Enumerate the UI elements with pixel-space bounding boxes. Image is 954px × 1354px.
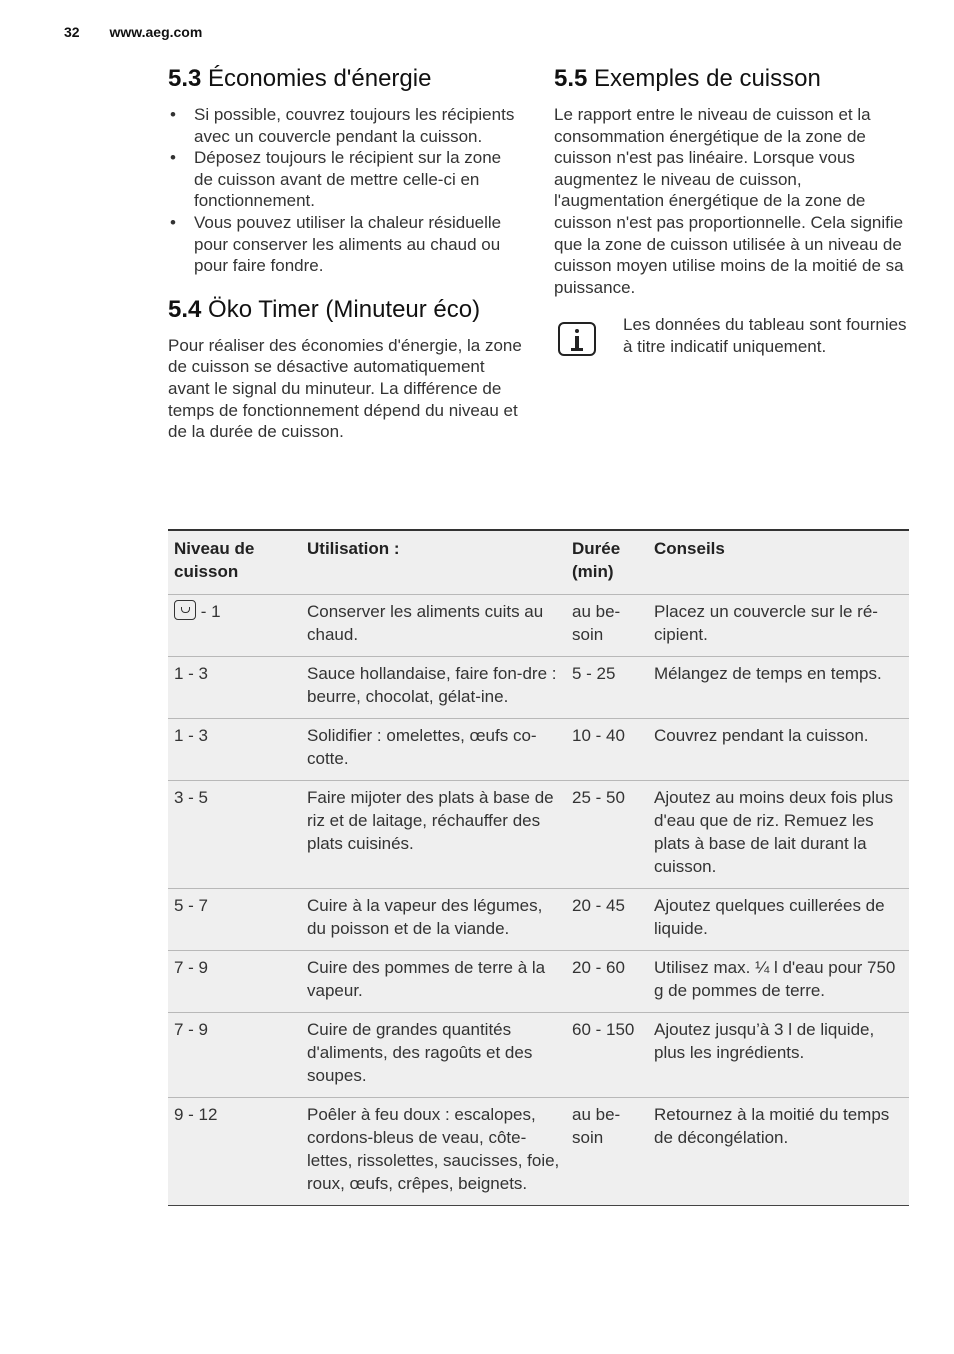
cell-tips: Couvrez pendant la cuisson. — [654, 726, 869, 745]
left-column — [168, 64, 523, 443]
header-tips: Conseils — [654, 539, 725, 558]
cell-level: 7 - 9 — [174, 958, 209, 977]
heading-5-4 — [168, 295, 523, 325]
cell-duration: 60 - 150 — [572, 1020, 635, 1039]
cell-duration: 25 - 50 — [572, 788, 625, 807]
table-row — [168, 889, 909, 951]
cell-level-text: - 1 — [200, 602, 221, 621]
heading-5-5 — [554, 64, 909, 94]
cell-tips: Placez un couvercle sur le ré-cipient. — [654, 602, 878, 644]
site-url[interactable]: www.aeg.com — [109, 24, 203, 40]
cell-duration: 5 - 25 — [572, 664, 616, 683]
page-header — [64, 24, 202, 40]
info-note-text: Les données du tableau sont fournies à titre indicatif uniquement. — [623, 315, 907, 356]
cell-tips: Ajoutez jusqu’à 3 l de liquide, plus les ingrédients. — [654, 1020, 875, 1062]
cell-level: 1 - 3 — [174, 726, 209, 745]
cell-level — [168, 595, 301, 657]
page-number: 32 — [64, 24, 80, 40]
cell-tips: Retournez à la moitié du temps de décongélation. — [654, 1105, 890, 1147]
cell-tips: Ajoutez au moins deux fois plus d'eau que de riz. Remuez les plats à base de lait durant la cuisson. — [654, 788, 894, 876]
list-item: • Si possible, couvrez toujours les récipients avec un couvercle pendant la cuisson. — [168, 104, 523, 147]
cell-use: Faire mijoter des plats à base de riz et de laitage, réchauffer des plats cuisinés. — [307, 788, 554, 853]
section-number: 5.5 — [554, 65, 588, 92]
table-row — [168, 1013, 909, 1098]
cell-use: Sauce hollandaise, faire fon-dre : beurre, chocolat, gélat-ine. — [307, 664, 557, 706]
info-note — [554, 314, 909, 384]
list-item: • Vous pouvez utiliser la chaleur résiduelle pour conserver les aliments au chaud ou pour faire fondre. — [168, 212, 523, 277]
keep-warm-icon — [174, 600, 196, 620]
header-use: Utilisation : — [307, 539, 400, 558]
section-title: Exemples de cuisson — [594, 65, 821, 92]
cell-duration: au be-soin — [572, 602, 621, 644]
table-row — [168, 595, 909, 657]
header-level: Niveau de cuisson — [174, 539, 255, 581]
cell-use: Solidifier : omelettes, œufs co-cotte. — [307, 726, 537, 768]
cooking-examples-paragraph: Le rapport entre le niveau de cuisson et la consommation énergétique de la zone de cuisson n'est pas linéaire. Lorsque vous augmentez le niveau de cuisson, l'augmentation énergétique de la zone de cuisson n'est pas proportionnelle. Cela signifie que la zone de cuisson utilisée à un niveau de cuisson moyen utilise moins de la moitié de sa puissance. — [554, 105, 904, 297]
oko-timer-paragraph: Pour réaliser des économies d'énergie, la zone de cuisson se désactive automatiquement avant le signal du minuteur. La différence de temps de fonctionnement dépend du niveau et de la durée de cuisson. — [168, 335, 522, 442]
section-number: 5.4 — [168, 295, 202, 323]
cell-use: Cuire à la vapeur des légumes, du poisson et de la viande. — [307, 896, 543, 938]
cell-level: 9 - 12 — [174, 1105, 218, 1124]
cell-tips: Mélangez de temps en temps. — [654, 664, 882, 683]
table-row — [168, 951, 909, 1013]
energy-tips-list — [168, 104, 523, 277]
cooking-table — [168, 529, 909, 1206]
cell-duration: au be-soin — [572, 1105, 621, 1147]
section-number: 5.3 — [168, 65, 202, 92]
cell-tips: Utilisez max. ¼ l d'eau pour 750 g de pommes de terre. — [654, 958, 896, 1000]
cell-duration: 20 - 60 — [572, 958, 625, 977]
section-title: Öko Timer (Minuteur éco) — [208, 295, 481, 323]
table-row — [168, 781, 909, 889]
table-header-row — [168, 530, 909, 595]
cell-use: Cuire de grandes quantités d'aliments, des ragoûts et des soupes. — [307, 1020, 533, 1085]
table-row — [168, 657, 909, 719]
list-item: • Déposez toujours le récipient sur la zone de cuisson avant de mettre celle-ci en fonctionnement. — [168, 147, 523, 212]
cell-level: 1 - 3 — [174, 664, 209, 683]
section-title: Économies d'énergie — [208, 65, 432, 92]
cell-tips: Ajoutez quelques cuillerées de liquide. — [654, 896, 885, 938]
right-column — [554, 64, 909, 384]
cell-duration: 20 - 45 — [572, 896, 625, 915]
table-row — [168, 719, 909, 781]
cell-level: 7 - 9 — [174, 1020, 209, 1039]
cell-use: Poêler à feu doux : escalopes, cordons-bleus de veau, côte-lettes, rissolettes, saucisses, foie, roux, œufs, crêpes, beignets. — [307, 1105, 560, 1193]
cell-use: Conserver les aliments cuits au chaud. — [307, 602, 544, 644]
cell-duration: 10 - 40 — [572, 726, 625, 745]
cell-use: Cuire des pommes de terre à la vapeur. — [307, 958, 546, 1000]
table-row — [168, 1098, 909, 1206]
heading-5-3 — [168, 64, 523, 94]
info-icon — [558, 322, 596, 356]
cell-level: 5 - 7 — [174, 896, 209, 915]
cell-level: 3 - 5 — [174, 788, 209, 807]
header-duration: Durée (min) — [572, 539, 621, 581]
